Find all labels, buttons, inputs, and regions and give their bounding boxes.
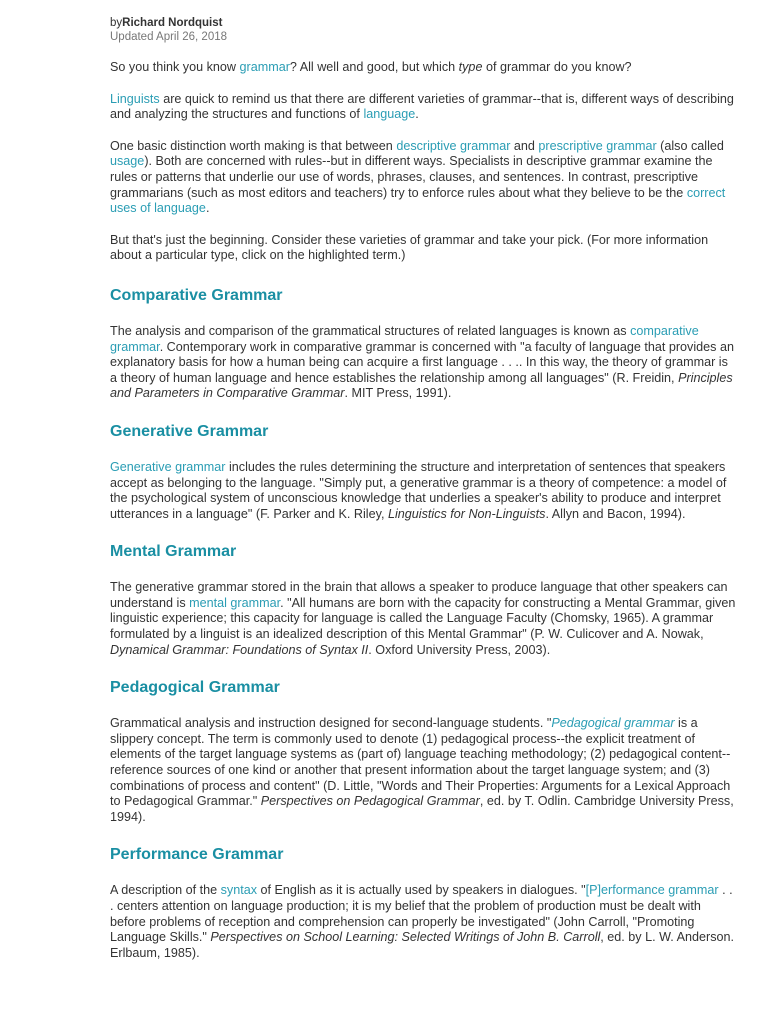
text: , ed. by T. Odlin. Cambridge University Press, 1994). <box>110 794 734 824</box>
citation-title: Dynamical Grammar: Foundations of Syntax II <box>110 642 369 657</box>
comparative-grammar-heading: Comparative Grammar <box>110 286 283 304</box>
text: Grammatical analysis and instruction designed for second-language students. " <box>110 716 552 731</box>
text: are quick to remind us that there are different varieties of grammar--that is, different ways of describing and analyzing the structures and functions of <box>110 91 734 122</box>
text: So you think you know <box>110 60 240 74</box>
text: . . . centers attention on language production; it is my belief that the problem of production must be dealt with before problems of reception and comprehension can properly be investigated" (John Carroll, "Promoting Language Skills." <box>110 883 733 945</box>
text: ? All well and good, but which <box>289 60 459 74</box>
grammar-link[interactable]: grammar <box>239 60 290 74</box>
text: . <box>415 107 419 122</box>
updated-date: Updated April 26, 2018 <box>110 31 228 43</box>
text: The analysis and comparison of the grammatical structures of related languages is known as <box>110 323 631 338</box>
text: includes the rules determining the structure and interpretation of sentences that speakers accept as belonging to the language. "Simply put, a generative grammar is a theory of competence: a model of the psychological system of unconscious knowledge that underlies a speaker's ability to produce and interpret utterances in a language" (F. Parker and K. Riley, <box>110 459 727 521</box>
performance-grammar-paragraph <box>110 883 738 961</box>
author-link[interactable]: Richard Nordquist <box>122 17 223 29</box>
link-text: Pedagogical grammar <box>551 716 675 731</box>
correct-uses-link[interactable]: correct uses of language <box>110 185 726 216</box>
comparative-grammar-paragraph <box>110 324 738 402</box>
generative-grammar-paragraph <box>110 460 738 522</box>
text: . Oxford University Press, 2003). <box>368 642 551 657</box>
text: . <box>205 201 210 216</box>
byline-prefix: by <box>110 17 123 29</box>
byline <box>110 16 738 30</box>
generative-grammar-heading: Generative Grammar <box>110 422 269 440</box>
comparative-grammar-link[interactable]: comparative grammar <box>110 323 699 354</box>
intro-paragraph-4: But that's just the beginning. Consider these varieties of grammar and take your pick. (For more information about a particular type, click on the highlighted term.) <box>110 232 709 263</box>
text: The generative grammar stored in the brain that allows a speaker to produce language that other speakers can understand is <box>110 580 728 610</box>
text: and <box>510 138 539 153</box>
pedagogical-grammar-link[interactable] <box>551 716 674 730</box>
pedagogical-grammar-heading: Pedagogical Grammar <box>110 679 280 697</box>
mental-grammar-link[interactable]: mental grammar <box>189 595 281 610</box>
performance-grammar-heading: Performance Grammar <box>110 846 284 864</box>
text: . MIT Press, 1991). <box>344 386 452 401</box>
emphasis: type <box>458 60 483 74</box>
performance-grammar-link[interactable]: [P]erformance grammar <box>585 883 719 898</box>
descriptive-grammar-link[interactable]: descriptive grammar <box>396 138 511 153</box>
citation-title: Principles and Parameters in Comparative Grammar <box>110 370 733 401</box>
citation-title: Perspectives on Pedagogical Grammar <box>260 794 480 809</box>
mental-grammar-paragraph <box>110 580 738 658</box>
intro-paragraph-3 <box>110 139 738 217</box>
text: is a slippery concept. The term is commonly used to denote (1) pedagogical process--the explicit treatment of elements of the target language systems as (part of) language teaching methodology; (2) pedagogical content--reference sources of one kind or another that present information about the target language system; and (3) combinations of process and content" (D. Little, "Words and Their Properties: Arguments for a Lexical Approach to Pedagogical Grammar." <box>110 716 731 809</box>
text: . Contemporary work in comparative grammar is concerned with "a faculty of language that provides an explanatory basis for how a human being can acquire a first language . . .. In this way, the theory of grammar is a theory of human language and hence establishes the relationship among all languages" (R. Freidin, <box>110 339 734 385</box>
intro-paragraph-1 <box>110 60 738 76</box>
text: One basic distinction worth making is that between <box>110 138 397 153</box>
citation-title: Perspectives on School Learning: Selected Writings of John B. Carroll <box>210 930 601 945</box>
citation-title: Linguistics for Non-Linguists <box>387 506 546 521</box>
linguists-link[interactable]: Linguists <box>110 91 160 106</box>
syntax-link[interactable]: syntax <box>220 883 258 898</box>
text: , ed. by L. W. Anderson. Erlbaum, 1985). <box>110 930 735 960</box>
text: ). Both are concerned with rules--but in different ways. Specialists in descriptive grammar examine the rules or patterns that underlie our use of words, phrases, clauses, and sentences. In contrast, prescriptive grammarians (such as most editors and teachers) try to enforce rules about what they believe to be the <box>110 154 713 200</box>
text: (also called <box>656 138 724 153</box>
pedagogical-grammar-paragraph <box>110 716 738 825</box>
intro-paragraph-2 <box>110 92 738 123</box>
mental-grammar-heading: Mental Grammar <box>110 543 237 561</box>
generative-grammar-link[interactable]: Generative grammar <box>110 459 226 474</box>
text: of English as it is actually used by speakers in dialogues. " <box>257 883 586 898</box>
text: A description of the <box>110 883 221 898</box>
language-link[interactable]: language <box>363 107 416 122</box>
usage-link[interactable]: usage <box>110 154 145 169</box>
text: of grammar do you know? <box>482 60 632 74</box>
text: . "All humans are born with the capacity for constructing a Mental Grammar, given linguistic experience; this capacity for language is called the Language Faculty (Chomsky, 1965). A grammar formulated by a linguist is an idealized description of this Mental Grammar" (P. W. Culicover and A. Nowak, <box>110 595 736 642</box>
text: . Allyn and Bacon, 1994). <box>545 506 686 521</box>
prescriptive-grammar-link[interactable]: prescriptive grammar <box>538 138 657 153</box>
